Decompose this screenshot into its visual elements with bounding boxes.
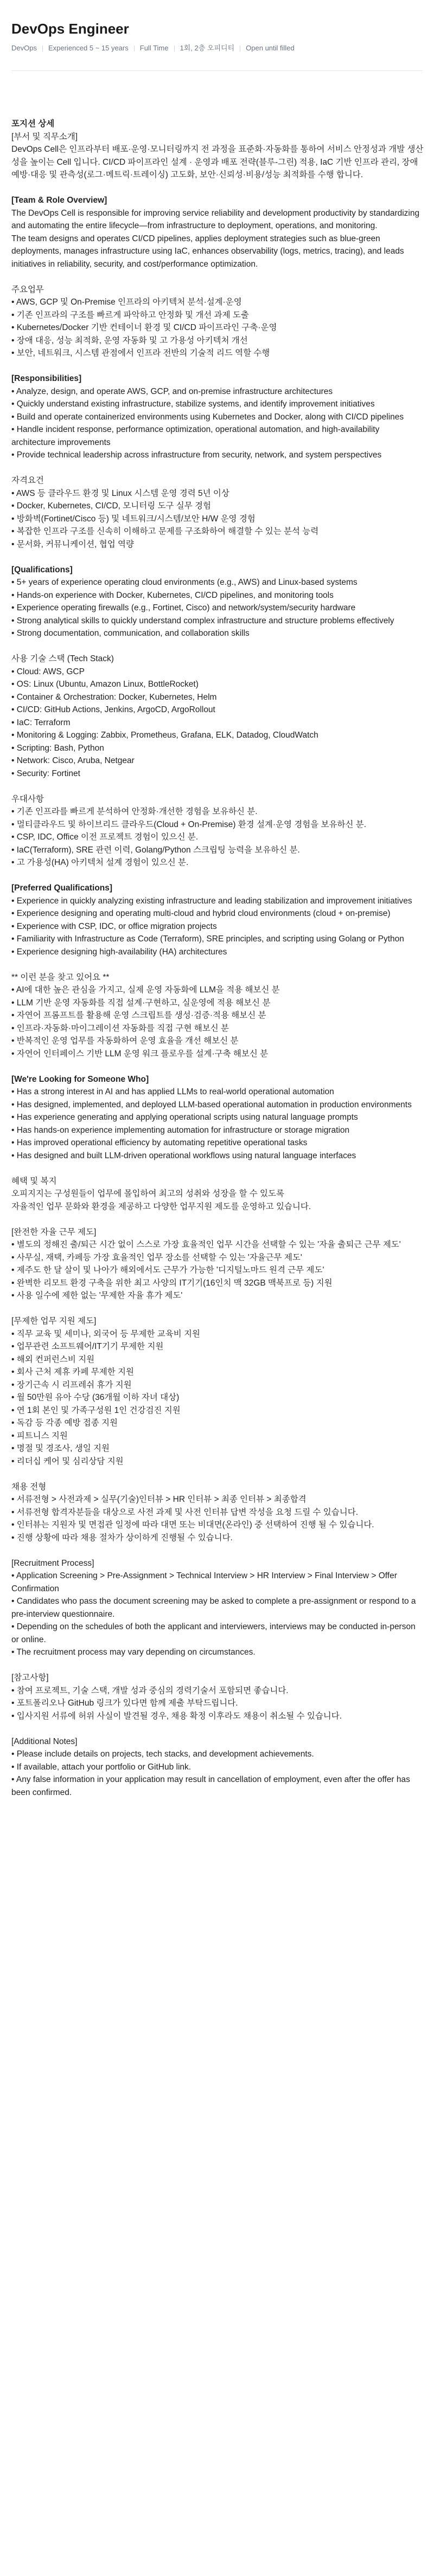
section-line: • Application Screening > Pre-Assignment > Technical Interview > HR Interview > Final Interview > Offer Confirmation <box>11 1571 400 1593</box>
section-ai-en <box>11 1073 424 1163</box>
section-line: • 기존 인프라의 구조를 빠르게 파악하고 안정화 및 개선 과제 도출 <box>11 310 249 320</box>
section-line: • 서류전형 > 사전과제 > 실무(기술)인터뷰 > HR 인터뷰 > 최종 인터뷰 > 최종합격 <box>11 1495 307 1504</box>
section-line: • AI에 대한 높은 관심을 가지고, 실제 운영 자동화에 LLM을 적용 해보신 분 <box>11 985 280 995</box>
section-heading: [Responsibilities] <box>11 374 82 383</box>
section-benefits-intro <box>11 1175 424 1213</box>
section-line: • Please include details on projects, tech stacks, and development achievements. <box>11 1749 314 1759</box>
section-line: • Has improved operational efficiency by automating repetitive operational tasks <box>11 1138 308 1147</box>
section-line: • Has designed and built LLM-driven operational workflows using natural language interfaces <box>11 1151 356 1160</box>
section-line: • Familiarity with Infrastructure as Code (Terraform), SRE principles, and scripting using Golang or Python <box>11 934 404 944</box>
meta-location: 1회, 2층 오피디티 <box>180 44 235 52</box>
section-line: • LLM 기반 운영 자동화를 직접 설계·구현하고, 실운영에 적용 해보신 분 <box>11 998 271 1008</box>
section-line: • Container & Orchestration: Docker, Kubernetes, Helm <box>11 692 217 702</box>
section-line: • 반복적인 운영 업무를 자동화하여 운영 효율을 개선 해보신 분 <box>11 1036 239 1045</box>
section-heading: 혜택 및 복지 <box>11 1176 57 1186</box>
section-req-en <box>11 564 424 640</box>
section-pref-en <box>11 882 424 958</box>
meta-separator <box>174 46 175 51</box>
meta-employment-type: Full Time <box>139 44 169 52</box>
section-heading: ** 이런 분을 찾고 있어요 ** <box>11 972 110 982</box>
section-heading: [Preferred Qualifications] <box>11 883 113 893</box>
section-duties-en <box>11 372 424 462</box>
section-line: • 사무실, 재택, 카페등 가장 효율적인 업무 장소를 선택할 수 있는 '자율근무 제도' <box>11 1253 302 1262</box>
section-heading: [참고사항] <box>11 1673 49 1682</box>
section-stack <box>11 653 424 780</box>
section-line: • Candidates who pass the document screening may be asked to complete a pre-assignment or respond to a pre-interview questionnaire. <box>11 1597 418 1619</box>
section-line: • Has experience generating and applying operational scripts using natural language prompts <box>11 1113 358 1122</box>
section-duties-ko <box>11 283 424 360</box>
meta-experience: Experienced 5 ~ 15 years <box>48 44 129 52</box>
section-line: • Any false information in your application may result in cancellation of employment, even after the offer has been confirmed. <box>11 1775 413 1797</box>
section-line: • 연 1회 본인 및 가족구성원 1인 건강검진 지원 <box>11 1405 181 1415</box>
section-line: • Strong analytical skills to quickly understand complex infrastructure and structure problems effectively <box>11 616 394 625</box>
section-line: • 월 50만원 유아 수당 (36개월 이하 자녀 대상) <box>11 1393 180 1402</box>
section-line: • 완벽한 리모트 환경 구축을 위한 최고 사양의 IT기기(16인치 맥 32GB 맥북프로 등) 지원 <box>11 1278 333 1288</box>
section-line: • Has a strong interest in AI and has applied LLMs to real-world operational automation <box>11 1087 334 1096</box>
section-line: • Experience in quickly analyzing existing infrastructure and leading stabilization and improvement initiatives <box>11 896 412 906</box>
section-line: • 참여 프로젝트, 기술 스택, 개발 성과 중심의 경력기술서 포함되면 좋습니다. <box>11 1686 289 1695</box>
section-line: • IaC(Terraform), SRE 관련 이력, Golang/Python 스크립팅 능력을 보유하신 분. <box>11 845 300 855</box>
section-line: • 회사 근처 제휴 카페 무제한 지원 <box>11 1367 134 1377</box>
section-line: • 제주도 한 달 살이 및 나아가 해외에서도 근무가 가능한 '디지털노마드 원격 근무 제도' <box>11 1266 324 1275</box>
section-line: • Monitoring & Logging: Zabbix, Prometheus, Grafana, ELK, Datadog, CloudWatch <box>11 731 318 740</box>
section-line: • Network: Cisco, Aruba, Netgear <box>11 756 135 765</box>
job-meta <box>11 43 434 53</box>
section-line: • 고 가용성(HA) 아키텍처 설계 경험이 있으신 분. <box>11 858 189 867</box>
section-line: • 업무관련 소프트웨어/IT기기 무제한 지원 <box>11 1342 164 1351</box>
section-process-ko <box>11 1481 424 1545</box>
section-line: • If available, attach your portfolio or GitHub link. <box>11 1762 192 1772</box>
section-pref-ko <box>11 793 424 869</box>
section-line: • 직무 교육 및 세미나, 외국어 등 무제한 교육비 지원 <box>11 1329 200 1339</box>
section-line: • CI/CD: GitHub Actions, Jenkins, ArgoCD, ArgoRollout <box>11 705 215 714</box>
job-description <box>11 118 424 1799</box>
section-line: • 보안, 네트워크, 시스템 관점에서 인프라 전반의 기술적 리드 역할 수행 <box>11 348 270 358</box>
section-line: • 서류전형 합격자분들을 대상으로 사전 과제 및 사전 인터뷰 답변 작성을 요청 드릴 수 있습니다. <box>11 1507 358 1517</box>
section-heading: [Qualifications] <box>11 565 73 574</box>
section-line: • CSP, IDC, Office 이전 프로젝트 경험이 있으신 분. <box>11 832 199 842</box>
section-line: • Experience designing and operating multi-cloud and hybrid cloud environments (cloud + on-premise) <box>11 909 391 918</box>
section-line: • The recruitment process may vary depending on circumstances. <box>11 1648 256 1657</box>
section-line: • AWS 등 클라우드 환경 및 Linux 시스템 운영 경력 5년 이상 <box>11 488 229 498</box>
job-title: DevOps Engineer <box>11 21 129 37</box>
meta-separator <box>134 46 135 51</box>
section-line: • Strong documentation, communication, and collaboration skills <box>11 629 250 638</box>
section-line: • Depending on the schedules of both the applicant and interviewers, interviews may be conducted in-person or online. <box>11 1622 418 1644</box>
section-notes-en <box>11 1735 424 1799</box>
section-line: • 복잡한 인프라 구조를 신속히 이해하고 문제를 구조화하여 해결할 수 있는 분석 능력 <box>11 527 319 536</box>
section-line: • OS: Linux (Ubuntu, Amazon Linux, BottleRocket) <box>11 680 199 689</box>
meta-deadline: Open until filled <box>246 44 295 52</box>
section-line: • 기존 인프라를 빠르게 분석하여 안정화·개선한 경험을 보유하신 분. <box>11 807 258 816</box>
meta-separator <box>42 46 43 51</box>
section-heading: 채용 전형 <box>11 1482 47 1492</box>
section-line: • 인터뷰는 지원자 및 면접관 일정에 따라 대면 또는 비대면(온라인) 중 선택하여 진행 될 수 있습니다. <box>11 1520 374 1529</box>
section-line: • 입사지원 서류에 허위 사실이 발견될 경우, 채용 확정 이후라도 채용이 취소될 수 있습니다. <box>11 1711 342 1721</box>
section-line: DevOps Cell은 인프라부터 배포·운영·모니터링까지 전 과정을 표준화·자동화를 통하여 서비스 안정성과 개발 생산성을 높이는 Cell 입니다. CI/CD 파이프라인 설계 · 운영과 배포 전략(블루-그린) 적용, IaC 기반 인프라 관리, 장애 예방·대응 및 관측성(로그·메트릭·트레이싱) 고도화, 보안·신뢰성·비용/성능 최적화를 수행 합니다. <box>11 145 424 179</box>
section-line: • 자연어 인터페이스 기반 LLM 운영 워크 플로우를 설계·구축 해보신 분 <box>11 1049 269 1058</box>
section-line: • IaC: Terraform <box>11 718 71 727</box>
section-ai-ko <box>11 971 424 1061</box>
section-line: • 장기근속 시 리프레쉬 휴가 지원 <box>11 1380 132 1390</box>
section-line: • 피트니스 지원 <box>11 1431 68 1441</box>
section-position-ko <box>11 118 424 182</box>
section-line: The DevOps Cell is responsible for improving service reliability and development productivity by standardizing and automating the entire lifecycle—from infrastructure to deployment, operations, and monitoring. <box>11 208 422 230</box>
section-line: • 별도의 정해진 출/퇴근 시간 없이 스스로 가장 효율적인 업무 시간을 선택할 수 있는 '자율 출퇴근 근무 제도' <box>11 1240 401 1249</box>
section-line: • 멀티클라우드 및 하이브리드 클라우드(Cloud + On-Premise) 환경 설계·운영 경험을 보유하신 분. <box>11 819 367 829</box>
section-line: • 장애 대응, 성능 최적화, 운영 자동화 및 고 가용성 아키텍처 개선 <box>11 335 248 345</box>
section-line: • Cloud: AWS, GCP <box>11 667 85 676</box>
meta-department: DevOps <box>11 44 37 52</box>
section-process-en <box>11 1557 424 1659</box>
section-line: • 방화벽(Fortinet/Cisco 등) 및 네트워크/시스템/보안 H/W 운영 경험 <box>11 514 256 524</box>
section-line: • 해외 컨퍼런스비 지원 <box>11 1354 95 1364</box>
section-heading: 우대사항 <box>11 794 44 804</box>
section-heading: [We're Looking for Someone Who] <box>11 1074 149 1084</box>
section-line: • 사용 일수에 제한 없는 '무제한 자율 휴가 제도' <box>11 1291 183 1300</box>
section-line: • Has designed, implemented, and deployed LLM-based operational automation in production environments <box>11 1100 412 1109</box>
section-heading: [무제한 업무 지원 제도] <box>11 1316 97 1326</box>
section-line: • 명절 및 경조사, 생일 지원 <box>11 1444 110 1453</box>
section-heading: 사용 기술 스택 (Tech Stack) <box>11 654 114 663</box>
section-line: • Build and operate containerized environments using Kubernetes and Docker, along with CI/CD pipelines <box>11 412 404 422</box>
section-heading: [Additional Notes] <box>11 1736 78 1746</box>
section-position-en <box>11 194 424 270</box>
section-line: • Docker, Kubernetes, CI/CD, 모니터링 도구 실무 경험 <box>11 501 211 511</box>
section-line: • Kubernetes/Docker 기반 컨테이너 환경 및 CI/CD 파이프라인 구축·운영 <box>11 323 277 332</box>
section-line: • Provide technical leadership across infrastructure from security, network, and system perspectives <box>11 450 382 460</box>
section-heading: [완전한 자율 근무 제도] <box>11 1227 97 1237</box>
section-line: • Analyze, design, and operate AWS, GCP, and on-premise infrastructure architectures <box>11 386 333 396</box>
section-line: • 독감 등 각종 예방 접종 지원 <box>11 1418 118 1428</box>
section-line: • 5+ years of experience operating cloud environments (e.g., AWS) and Linux-based systems <box>11 578 358 587</box>
section-benefits-remote <box>11 1226 424 1302</box>
section-line: • 리더십 케어 및 심리상담 지원 <box>11 1456 124 1466</box>
section-line: • Handle incident response, performance optimization, operational automation, and high-availability architecture improvements <box>11 425 382 447</box>
section-line: • Experience designing high-availability (HA) architectures <box>11 947 227 957</box>
section-heading: 주요업무 <box>11 285 44 294</box>
section-line: • Experience operating firewalls (e.g., Fortinet, Cisco) and network/system/security hardware <box>11 603 356 612</box>
header-divider <box>11 70 423 71</box>
section-line: • Security: Fortinet <box>11 769 80 778</box>
section-line: • Quickly understand existing infrastructure, stabilize systems, and identify improvement initiatives <box>11 399 375 409</box>
section-line: • 진행 상황에 따라 채용 절차가 상이하게 진행될 수 있습니다. <box>11 1533 233 1542</box>
section-line: • 문서화, 커뮤니케이션, 협업 역량 <box>11 539 134 549</box>
section-notes-ko <box>11 1671 424 1722</box>
section-line: • Scripting: Bash, Python <box>11 743 104 753</box>
section-line: 자율적인 업무 문화와 환경을 제공하고 다양한 업무지원 제도를 운영하고 있습니다. <box>11 1202 311 1211</box>
section-line: • AWS, GCP 및 On-Premise 인프라의 아키텍처 분석·설계·운영 <box>11 298 242 307</box>
section-heading: [Recruitment Process] <box>11 1558 94 1568</box>
section-req-ko <box>11 474 424 551</box>
section-heading: 포지션 상세 <box>11 119 55 128</box>
section-heading: 자격요건 <box>11 476 44 485</box>
section-line: [부서 및 직무소개] <box>11 132 78 141</box>
section-line: • Hands-on experience with Docker, Kubernetes, CI/CD pipelines, and monitoring tools <box>11 590 334 600</box>
section-line: • Experience with CSP, IDC, or office migration projects <box>11 921 217 931</box>
section-line: • 포트폴리오나 GitHub 링크가 있다면 함께 제출 부탁드립니다. <box>11 1699 238 1708</box>
section-benefits-support <box>11 1315 424 1468</box>
section-line: The team designs and operates CI/CD pipelines, applies deployment strategies such as blue-green deployments, manages infrastructure using IaC, enhances observability (logs, metrics, tracing), and leads initiatives in reliability, security, and cost/performance optimization. <box>11 234 406 269</box>
section-line: • 자연어 프롬프트를 활용해 운영 스크립트를 생성·검증·적용 해보신 분 <box>11 1011 266 1020</box>
section-heading: [Team & Role Overview] <box>11 196 107 205</box>
section-line: • 인프라·자동화·마이그레이션 자동화를 직접 구현 해보신 분 <box>11 1023 229 1033</box>
section-line: • Has hands-on experience implementing automation for infrastructure or storage migration <box>11 1125 350 1135</box>
section-line: 오피지지는 구성원들이 업무에 몰입하여 최고의 성취와 성장을 할 수 있도록 <box>11 1189 284 1198</box>
